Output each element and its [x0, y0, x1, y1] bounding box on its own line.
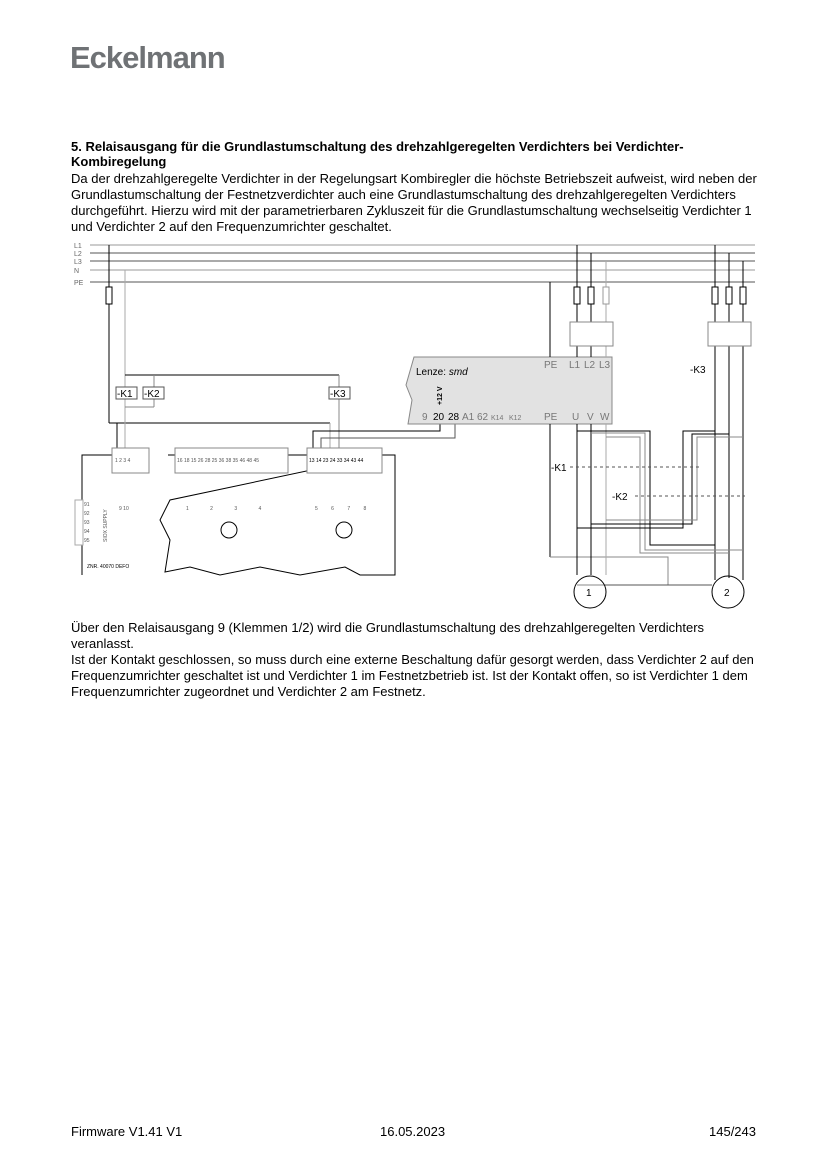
module1-terminals: 1 2 3 4 — [115, 458, 131, 464]
terminal-20: 20 — [433, 412, 445, 423]
terminal-k12: K12 — [509, 415, 522, 422]
section-heading: 5. Relaisausgang für die Grundlastumschaltung des drehzahlgeregelten Verdichters bei Verdichter-Kombiregelung — [71, 139, 684, 169]
inverter-bottom-pe: PE — [544, 412, 558, 423]
inverter-top-l2: L2 — [584, 360, 596, 371]
module1-outputs: 9 10 — [119, 506, 129, 512]
supply-terminal-93: 93 — [84, 520, 90, 526]
inverter-top-pe: PE — [544, 360, 558, 371]
contactor-k1: -K1 — [551, 463, 567, 474]
inverter-title: Lenze: smd — [416, 367, 468, 378]
module3-outputs: 5 6 7 8 — [315, 506, 367, 512]
supply-terminal-92: 92 — [84, 511, 90, 517]
bus-label-l1: L1 — [74, 243, 82, 250]
terminal-a1: A1 — [462, 412, 475, 423]
supply-terminal-95: 95 — [84, 538, 90, 544]
supply-terminal-94: 94 — [84, 529, 90, 535]
relay-k1: -K1 — [117, 389, 133, 400]
inverter-voltage: +12 V — [437, 386, 444, 405]
part-number: ZNR. 40070 DEFO — [87, 564, 130, 570]
terminal-62: 62 — [477, 412, 489, 423]
supply-terminal-91: 91 — [84, 502, 90, 508]
terminal-v: V — [587, 412, 594, 423]
terminal-w: W — [600, 412, 610, 423]
footer-page-number: 145/243 — [709, 1124, 756, 1139]
wiring-diagram — [0, 236, 827, 616]
relay-k3: -K3 — [330, 389, 346, 400]
module2-outputs: 1 2 3 4 — [186, 506, 262, 512]
terminal-u: U — [572, 412, 580, 423]
motor-1-label: 1 — [586, 588, 592, 599]
contactor-k2: -K2 — [612, 492, 628, 503]
relay-output-text: Über den Relaisausgang 9 (Klemmen 1/2) wird die Grundlastumschaltung des drehzahlgeregelten Verdichters veranlasst. — [71, 620, 705, 651]
module3-terminals: 13 14 23 24 33 34 43 44 — [309, 458, 364, 464]
supply-label: SIOX SUPPLY — [103, 509, 109, 542]
module2-terminals: 16 18 15 26 28 25 36 38 35 46 48 45 — [177, 458, 260, 464]
bus-label-l3: L3 — [74, 259, 82, 266]
contactor-k3: -K3 — [690, 365, 706, 376]
bus-label-pe: PE — [74, 280, 84, 287]
motor-2-label: 2 — [724, 588, 730, 599]
eckelmann-logo: Eckelmann — [70, 40, 225, 75]
footer-date: 16.05.2023 — [380, 1124, 446, 1139]
relay-k2: -K2 — [144, 389, 160, 400]
terminal-28: 28 — [448, 412, 460, 423]
inverter-top-l3: L3 — [599, 360, 611, 371]
terminal-9: 9 — [422, 412, 428, 423]
footer-firmware: Firmware V1.41 V1 — [71, 1124, 183, 1139]
bus-label-n: N — [74, 268, 80, 275]
contact-behavior-text: Ist der Kontakt geschlossen, so muss durch eine externe Beschaltung dafür gesorgt werden, dass Verdichter 2 auf den Frequenzumrichter geschaltet ist und Verdichter 1 im Festnetzbetrieb ist. Ist der Kontakt offen, so ist Verdichter 1 dem Frequenzumrichter zugeordnet und Verdichter 2 am Festnetz. — [71, 652, 754, 699]
after-paragraphs — [71, 620, 761, 700]
inverter-top-l1: L1 — [569, 360, 581, 371]
terminal-k14: K14 — [491, 415, 504, 422]
intro-paragraph: Da der drehzahlgeregelte Verdichter in der Regelungsart Kombiregler die höchste Betriebszeit aufweist, wird neben der Grundlastumschaltung der Festnetzverdichter auch eine Grundlastumschaltung des drehzahlgeregelten Verdichters durchgeführt. Hierzu wird mit der parametrierbaren Zykluszeit für die Grundlastumschaltung wechselseitig Verdichter 1 und Verdichter 2 auf den Frequenzumrichter geschaltet. — [71, 171, 757, 234]
bus-label-l2: L2 — [74, 251, 82, 258]
